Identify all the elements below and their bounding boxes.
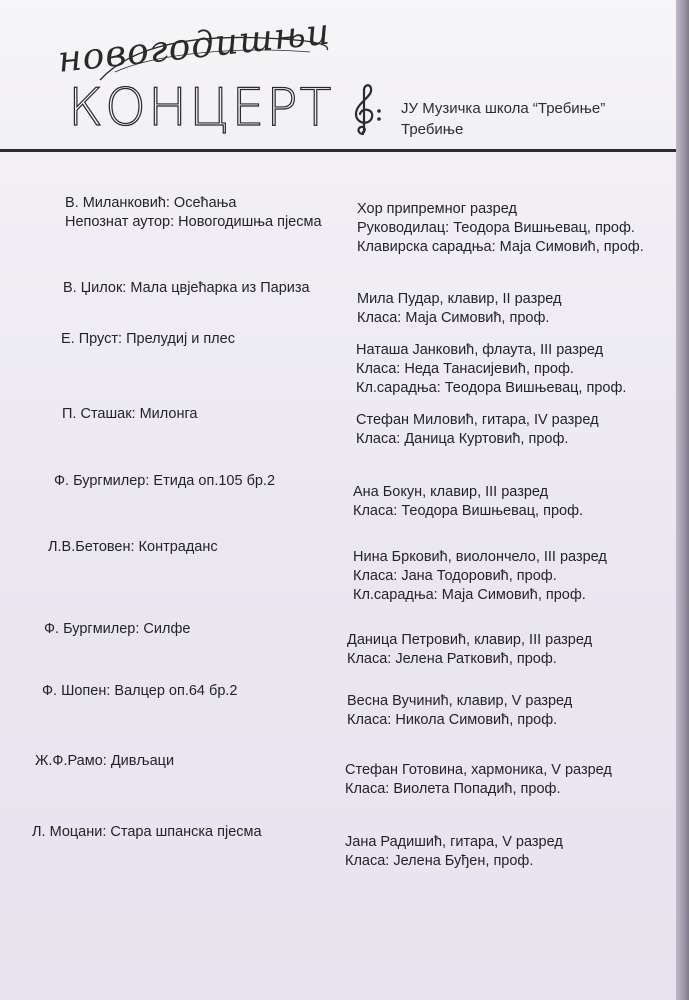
- performer-details: [353, 483, 583, 521]
- performer-details: [353, 548, 607, 605]
- performer-details: [356, 341, 626, 398]
- header: [0, 0, 676, 150]
- school-city: Требиње: [401, 121, 464, 138]
- piece-titles: [48, 538, 218, 557]
- performer-line: Јана Радишић, гитара, V разред: [345, 834, 563, 850]
- performer-line: Ана Бокун, клавир, III разред: [353, 484, 549, 500]
- performer-line: Кл.сарадња: Маја Симовић, проф.: [353, 587, 586, 603]
- performer-line: Стефан Миловић, гитара, IV разред: [356, 412, 599, 428]
- piece-title: В. Џилок: Мала цвјећарка из Париза: [63, 280, 310, 296]
- performer-line: Класа: Јелена Ратковић, проф.: [347, 651, 557, 667]
- piece-title: Ж.Ф.Рамо: Дивљаци: [35, 753, 175, 769]
- performer-line: Весна Вучинић, клавир, V разред: [347, 693, 573, 709]
- piece-title: Непознат аутор: Новогодишња пјесма: [65, 214, 322, 230]
- piece-titles: [63, 279, 310, 298]
- performer-line: Класа: Даница Куртовић, проф.: [356, 431, 569, 447]
- piece-title: Ф. Шопен: Валцер оп.64 бр.2: [42, 683, 238, 699]
- title-main: КОНЦЕРТ: [68, 78, 334, 138]
- performer-details: [357, 200, 644, 257]
- piece-title: Л. Моцани: Стара шпанска пјесма: [32, 824, 262, 840]
- performer-line: Класа: Маја Симовић, проф.: [357, 310, 550, 326]
- performer-line: Класа: Теодора Вишњевац, проф.: [353, 503, 584, 519]
- piece-title: В. Миланковић: Осећања: [65, 195, 237, 211]
- performer-line: Наташа Јанковић, флаута, III разред: [356, 342, 604, 358]
- performer-details: [345, 761, 612, 799]
- school-block: [401, 98, 605, 140]
- performer-details: [347, 692, 572, 730]
- performer-line: Класа: Јана Тодоровић, проф.: [353, 568, 557, 584]
- piece-titles: [54, 472, 275, 491]
- performer-line: Класа: Јелена Буђен, проф.: [345, 853, 534, 869]
- performer-line: Хор припремног разред: [357, 201, 517, 217]
- performer-details: [357, 290, 562, 328]
- piece-titles: [44, 620, 190, 639]
- performer-details: [347, 631, 592, 669]
- performer-details: [356, 411, 599, 449]
- performer-details: [345, 833, 563, 871]
- piece-titles: [32, 823, 262, 842]
- piece-titles: [62, 405, 198, 424]
- piece-title: Ф. Бургмилер: Силфе: [44, 621, 191, 637]
- school-name: ЈУ Музичка школа “Требиње”: [401, 100, 606, 117]
- paper-edge: [676, 0, 689, 1000]
- performer-line: Мила Пудар, клавир, II разред: [357, 291, 562, 307]
- treble-clef-icon: [350, 80, 384, 138]
- title-script: новогодишњи: [55, 11, 333, 81]
- piece-title: Ф. Бургмилер: Етида оп.105 бр.2: [54, 473, 276, 489]
- performer-line: Руководилац: Теодора Вишњевац, проф.: [357, 220, 635, 236]
- piece-title: П. Сташак: Милонга: [62, 406, 198, 422]
- piece-titles: [65, 194, 322, 232]
- performer-line: Класа: Никола Симовић, проф.: [347, 712, 558, 728]
- performer-line: Нина Брковић, виолончело, III разред: [353, 549, 607, 565]
- piece-title: Е. Пруст: Прелудиј и плес: [61, 331, 235, 347]
- piece-title: Л.В.Бетовен: Контраданс: [48, 539, 218, 555]
- programme-list: [0, 152, 676, 1000]
- piece-titles: [42, 682, 237, 701]
- performer-line: Класа: Неда Танасијевић, проф.: [356, 361, 574, 377]
- piece-titles: [61, 330, 235, 349]
- performer-line: Клавирска сарадња: Маја Симовић, проф.: [357, 239, 644, 255]
- performer-line: Даница Петровић, клавир, III разред: [347, 632, 593, 648]
- performer-line: Стефан Готовина, хармоника, V разред: [345, 762, 612, 778]
- performer-line: Кл.сарадња: Теодора Вишњевац, проф.: [356, 380, 627, 396]
- performer-line: Класа: Виолета Попадић, проф.: [345, 781, 561, 797]
- piece-titles: [35, 752, 174, 771]
